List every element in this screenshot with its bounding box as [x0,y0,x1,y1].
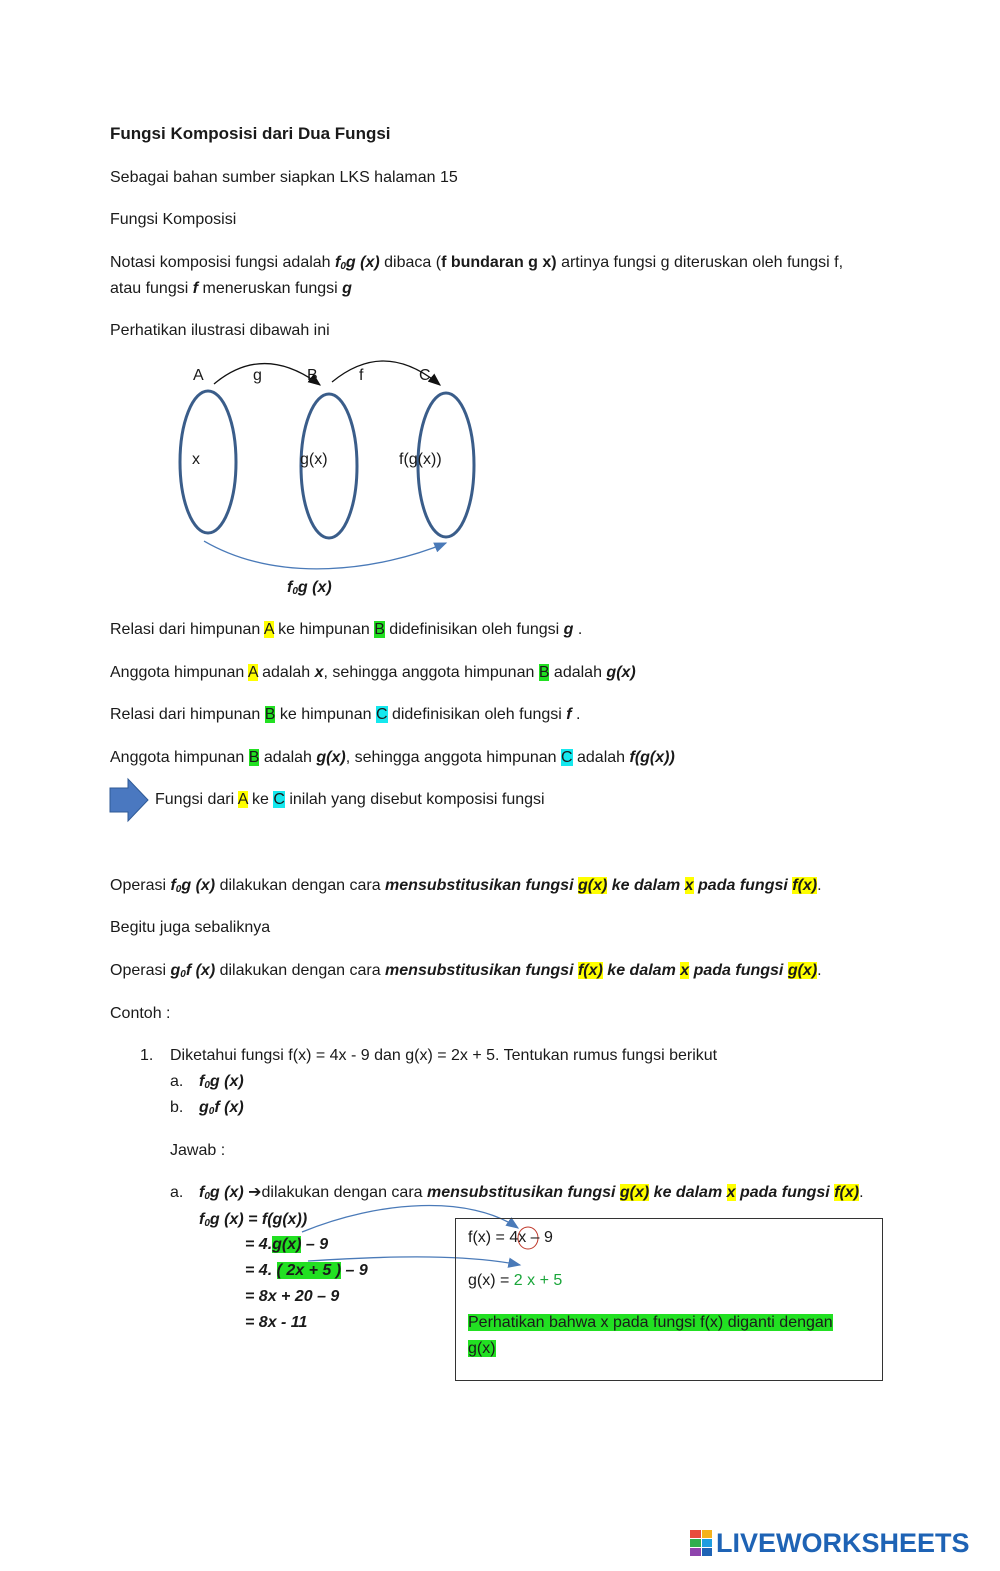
notation-line-2: atau fungsi f meneruskan fungsi g [110,280,352,297]
map-g-label: g [253,367,262,384]
answer-heading: Jawab : [170,1142,226,1159]
sub-question-a-label: a. [170,1073,184,1090]
composite-arrow [204,541,446,569]
answer-a-label: a. [170,1184,184,1201]
set-a-label: A [193,367,204,384]
relation-line-5: Fungsi dari A ke C inilah yang disebut komposisi fungsi [155,791,545,808]
liveworksheets-logo [690,1527,970,1559]
sub-question-a: $f_0g$ (x) [199,1073,244,1091]
member-x: x [192,451,200,468]
step-4: = 8x - 11 [245,1314,308,1331]
text: artinya fungsi g diteruskan oleh fungsi f, [556,254,844,271]
box-note-line-2: g(x) [468,1340,496,1357]
operation-line-2: Operasi $g_0f$ (x) dilakukan dengan cara mensubstitusikan fungsi f(x) ke dalam x pada fungsi g(x). [110,962,822,980]
relation-line-4: Anggota himpunan B adalah g(x), sehingga anggota himpunan C adalah f(g(x)) [110,749,675,766]
sub-question-b: $g_0f$ (x) [199,1099,244,1117]
member-gx: g(x) [300,451,328,468]
member-fgx: f(g(x)) [399,451,442,468]
subtitle: Fungsi Komposisi [110,211,237,228]
big-arrow-icon [110,779,148,821]
operation-line-1: Operasi $f_0g$ (x) dilakukan dengan cara mensubstitusikan fungsi g(x) ke dalam x pada fungsi f(x). [110,877,822,895]
relation-line-3: Relasi dari himpunan B ke himpunan C didefinisikan oleh fungsi f . [110,706,581,723]
logo-mark-icon [690,1530,712,1556]
example-number: 1. [140,1047,154,1064]
box-gx-line: g(x) = 2 x + 5 [468,1272,563,1289]
set-b-label: B [307,367,318,384]
brand-name: LIVEWORKSHEETS [716,1527,970,1558]
example-question: Diketahui fungsi f(x) = 4x - 9 dan g(x) = 2x + 5. Tentukan rumus fungsi berikut [170,1047,718,1064]
text: dibaca ( [379,254,442,271]
relation-line-2: Anggota himpunan A adalah x, sehingga anggota himpunan B adalah g(x) [110,664,636,681]
box-fx-line: f(x) = 4x – 9 [468,1229,553,1246]
source-line: Sebagai bahan sumber siapkan LKS halaman 15 [110,169,458,186]
step-1: = 4.g(x) – 9 [245,1236,329,1253]
step-0: $f_0g$ (x) = f(g(x)) [199,1211,308,1229]
read-notation: f bundaran g x) [441,254,557,271]
illustration-intro: Perhatikan ilustrasi dibawah ini [110,322,330,339]
composite-label: $f_0g$ (x) [287,579,332,597]
map-g-arrow [214,363,320,385]
box-note-line-1: Perhatikan bahwa x pada fungsi f(x) diganti dengan [468,1314,833,1331]
set-a-ellipse [180,391,236,533]
arrow-right-icon: ➔ [248,1184,262,1201]
step-2: = 4. ( 2x + 5 ) – 9 [245,1262,368,1279]
step-3: = 8x + 20 – 9 [245,1288,340,1305]
fog-notation: $f_0g$ (x) [335,254,380,272]
page-title: Fungsi Komposisi dari Dua Fungsi [110,124,391,143]
sub-question-b-label: b. [170,1099,184,1116]
map-f-label: f [359,367,364,384]
vice-versa-line: Begitu juga sebaliknya [110,919,271,936]
set-c-label: C [419,367,431,384]
text: Notasi komposisi fungsi adalah [110,254,336,271]
example-heading: Contoh : [110,1005,171,1022]
relation-line-1: Relasi dari himpunan A ke himpunan B didefinisikan oleh fungsi g . [110,621,583,638]
answer-a-line: $f_0g$ (x) ➔dilakukan dengan cara mensubstitusikan fungsi g(x) ke dalam x pada fungsi f(x). [199,1184,864,1202]
